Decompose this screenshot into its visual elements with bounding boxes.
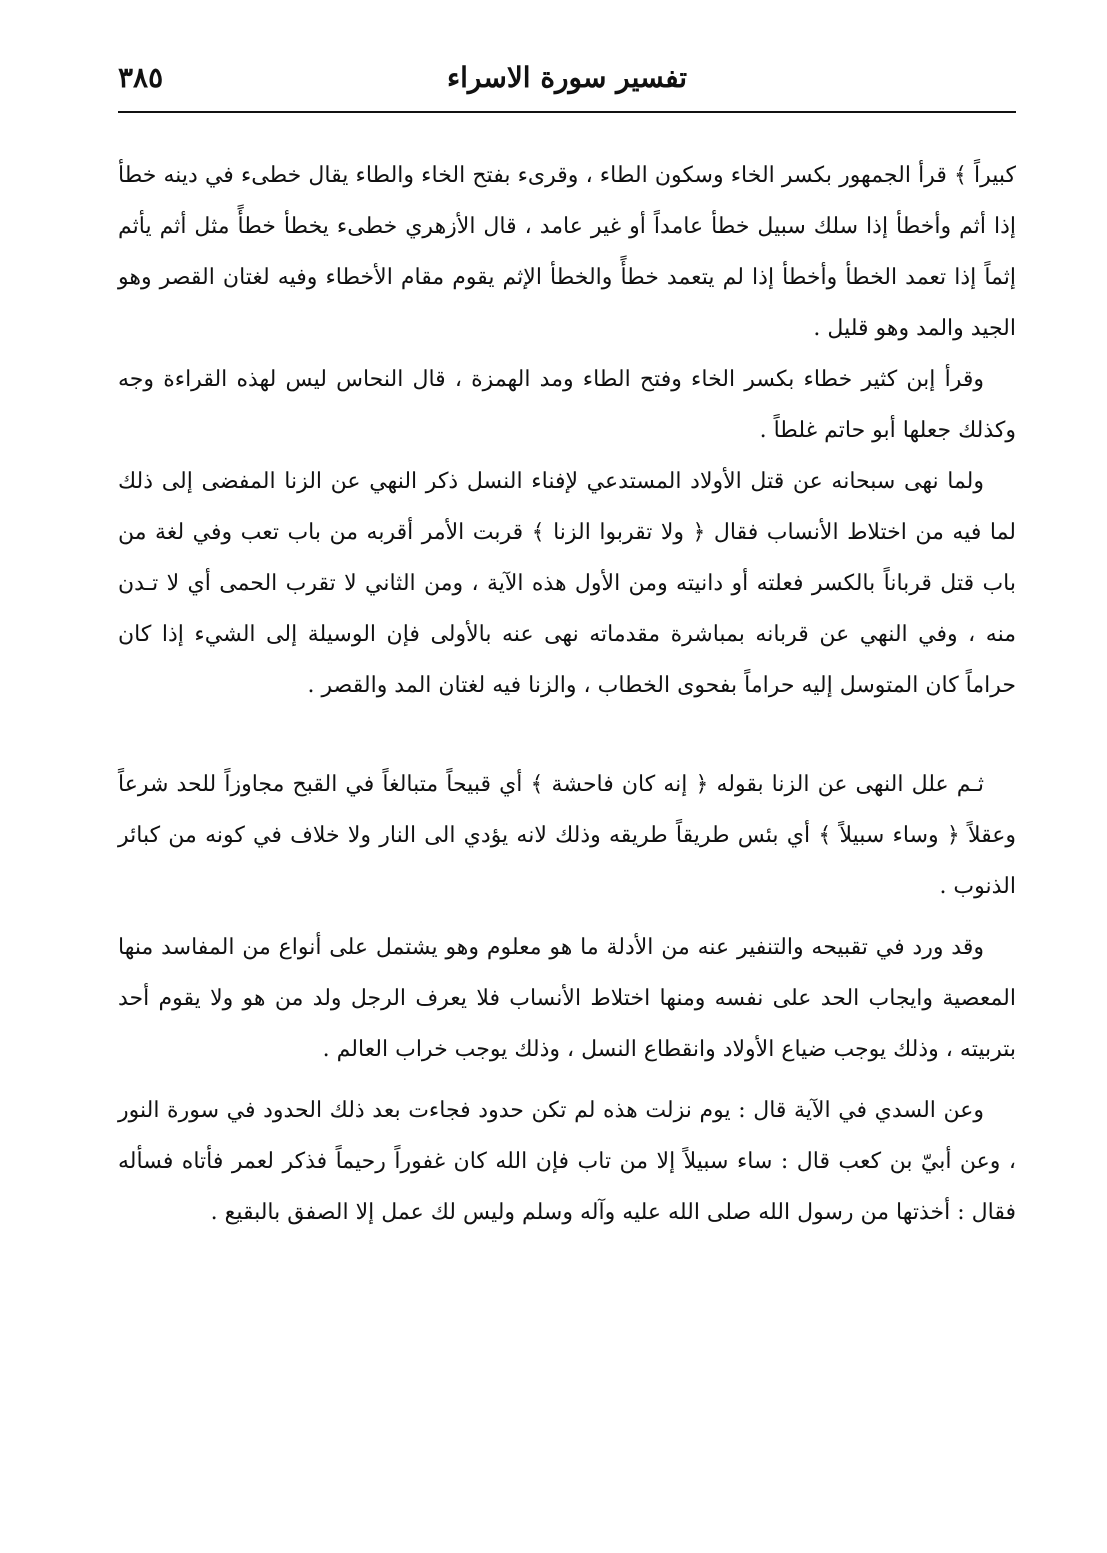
- body-text: [118, 150, 1016, 1238]
- paragraph-5: وقد ورد في تقبيحه والتنفير عنه من الأدلة ما هو معلوم وهو يشتمل على أنواع من المفاسد منها المعصية وايجاب الحد على نفسه ومنها اختلاط الأنساب فلا يعرف الرجل ولد من هو ولا يقوم أحد بتربيته ، وذلك يوجب ضياع الأولاد وانقطاع النسل ، وذلك يوجب خراب العالم .: [118, 935, 1016, 1062]
- paragraph-2: وقرأ إبن كثير خطاء بكسر الخاء وفتح الطاء ومد الهمزة ، قال النحاس ليس لهذه القراءة وجه وكذلك جعلها أبو حاتم غلطاً .: [118, 367, 1016, 443]
- paragraph-1: كبيراً ﴾ قرأ الجمهور بكسر الخاء وسكون الطاء ، وقرىء بفتح الخاء والطاء يقال خطىء في دينه خطأ إذا أثم وأخطأ إذا سلك سبيل خطأ عامداً أو غير عامد ، قال الأزهري خطىء يخطأ خطأً مثل أثم يأثم إثماً إذا تعمد الخطأ وأخطأ إذا لم يتعمد خطأً والخطأ الإثم يقوم مقام الأخطاء وفيه لغتان القصر وهو الجيد والمد وهو قليل .: [118, 163, 1016, 341]
- paragraph-4: ثـم علل النهى عن الزنا بقوله ﴿ إنه كان فاحشة ﴾ أي قبيحاً متبالغاً في القبح مجاوزاً للحد شرعاً وعقلاً ﴿ وساء سبيلاً ﴾ أي بئس طريقاً طريقه وذلك لانه يؤدي الى النار ولا خلاف في كونه من كبائر الذنوب .: [118, 772, 1016, 899]
- page-number: ٣٨٥: [118, 61, 164, 94]
- header-divider: [118, 111, 1016, 113]
- paragraph-3: ولما نهى سبحانه عن قتل الأولاد المستدعي لإفناء النسل ذكر النهي عن الزنا المفضى إلى ذلك لما فيه من اختلاط الأنساب فقال ﴿ ولا تقربوا الزنا ﴾ قربت الأمر أقربه من باب تعب وفي لغة من باب قتل قرباناً بالكسر فعلته أو دانيته ومن الأول هذه الآية ، ومن الثاني لا تقرب الحمى أي لا تـدن منه ، وفي النهي عن قربانه بمباشرة مقدماته نهى عنه بالأولى فإن الوسيلة إلى الشيء إذا كان حراماً كان المتوسل إليه حراماً بفحوى الخطاب ، والزنا فيه لغتان المد والقصر .: [118, 469, 1016, 698]
- page-header: [118, 58, 1016, 108]
- page-title: تفسير سورة الاسراء: [446, 61, 688, 94]
- paragraph-6: وعن السدي في الآية قال : يوم نزلت هذه لم تكن حدود فجاءت بعد ذلك الحدود في سورة النور ، وعن أبيّ بن كعب قال : ساء سبيلاً إلا من تاب فإن الله كان غفوراً رحيماً فذكر لعمر فأتاه فسأله فقال : أخذتها من رسول الله صلى الله عليه وآله وسلم وليس لك عمل إلا الصفق بالبقيع .: [118, 1098, 1016, 1225]
